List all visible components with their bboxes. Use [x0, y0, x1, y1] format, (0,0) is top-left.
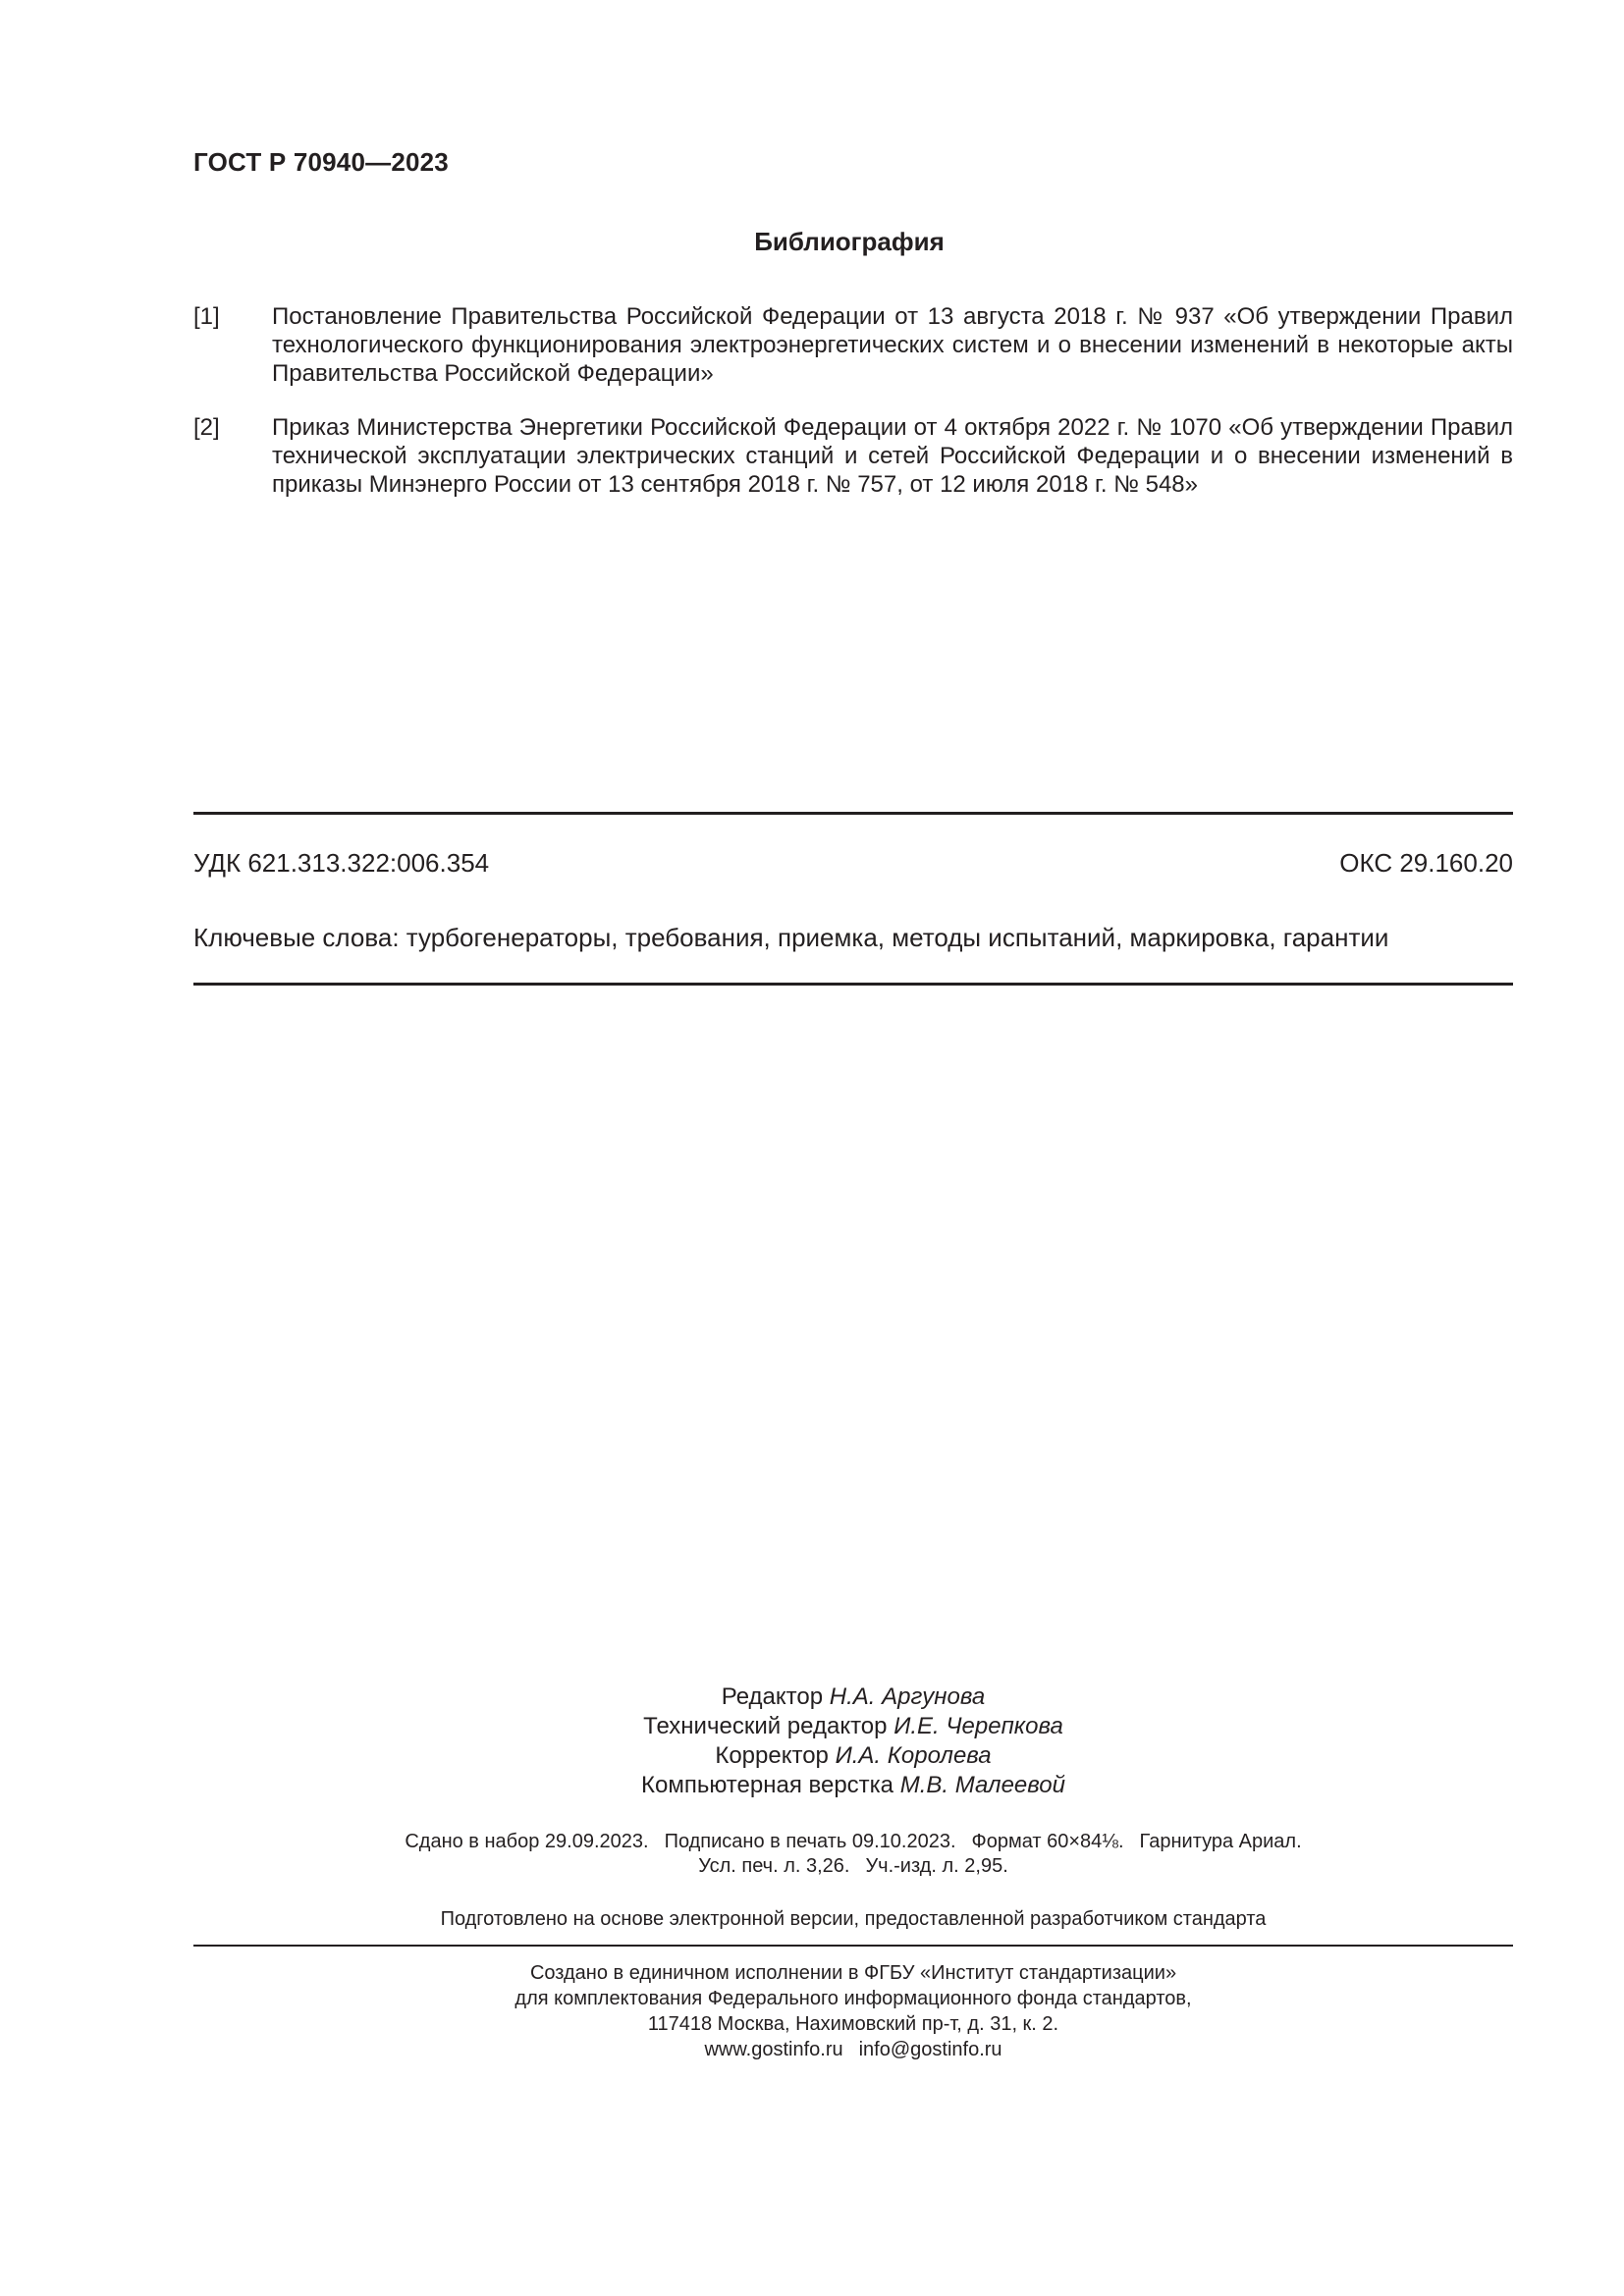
signed-date: Подписано в печать 09.10.2023. [664, 1831, 956, 1852]
website-link[interactable]: www.gostinfo.ru [704, 2039, 843, 2060]
standard-number: ГОСТ Р 70940—2023 [193, 147, 449, 177]
imprint-line-2 [193, 1854, 1513, 1879]
bibliography-title: Библиография [754, 227, 945, 256]
credits-block [193, 1682, 1513, 1800]
imprint-line-1 [193, 1830, 1513, 1854]
tech-editor-name: И.Е. Черепкова [893, 1713, 1063, 1739]
layout-label: Компьютерная верстка [641, 1772, 894, 1798]
tech-editor-label: Технический редактор [643, 1713, 888, 1739]
reference-number: [1] [193, 303, 220, 330]
publisher-sheets: Уч.-изд. л. 2,95. [865, 1855, 1008, 1877]
publisher-address: 117418 Москва, Нахимовский пр-т, д. 31, к. 2. [647, 2013, 1059, 2035]
submitted-date: Сдано в набор 29.09.2023. [405, 1831, 649, 1852]
publisher-contacts [193, 2037, 1513, 2062]
prepared-note: Подготовлено на основе электронной версии, предоставленной разработчиком стандарта [440, 1908, 1267, 1930]
keywords-divider [193, 983, 1513, 986]
editor-label: Редактор [721, 1683, 824, 1710]
reference-text: Приказ Министерства Энергетики Российской Федерации от 4 октября 2022 г. № 1070 «Об утверждении Правил технической эксплуатации электрических станций и сетей Российской Федерации и о внесении изменений в приказы Минэнерго России от 13 сентября 2018 г. № 757, от 12 июля 2018 г. № 548» [272, 414, 1513, 498]
bibliography-entry [193, 413, 1513, 499]
editor-line [193, 1682, 1513, 1712]
tech-editor-line [193, 1712, 1513, 1741]
imprint-block [193, 1830, 1513, 1879]
print-sheets: Усл. печ. л. 3,26. [698, 1855, 850, 1877]
reference-text: Постановление Правительства Российской Федерации от 13 августа 2018 г. № 937 «Об утверждении Правил технологического функционирования электроэнергетических систем и о внесении изменений в некоторые акты Правительства Российской Федерации» [272, 303, 1513, 387]
proofreader-label: Корректор [715, 1742, 829, 1769]
layout-line [193, 1771, 1513, 1800]
bibliography-entry [193, 302, 1513, 388]
oks-code: ОКС 29.160.20 [1339, 848, 1513, 878]
typeface: Гарнитура Ариал. [1139, 1831, 1302, 1852]
reference-number: [2] [193, 414, 220, 441]
email-link[interactable]: info@gostinfo.ru [858, 2039, 1002, 2060]
udk-code: УДК 621.313.322:006.354 [193, 848, 490, 878]
publisher-line-2: для комплектования Федерального информационного фонда стандартов, [514, 1988, 1192, 2009]
publisher-line-1: Создано в единичном исполнении в ФГБУ «Институт стандартизации» [529, 1962, 1177, 1984]
publisher-divider [193, 1945, 1513, 1947]
proofreader-line [193, 1741, 1513, 1771]
editor-name: Н.А. Аргунова [829, 1683, 986, 1710]
keywords: Ключевые слова: турбогенераторы, требования, приемка, методы испытаний, маркировка, гарантии [193, 923, 1389, 952]
top-divider [193, 812, 1513, 815]
paper-format: Формат 60×84⅛. [971, 1831, 1124, 1852]
layout-name: М.В. Малеевой [899, 1772, 1065, 1798]
proofreader-name: И.А. Королева [835, 1742, 992, 1769]
publisher-block [193, 1960, 1513, 2062]
